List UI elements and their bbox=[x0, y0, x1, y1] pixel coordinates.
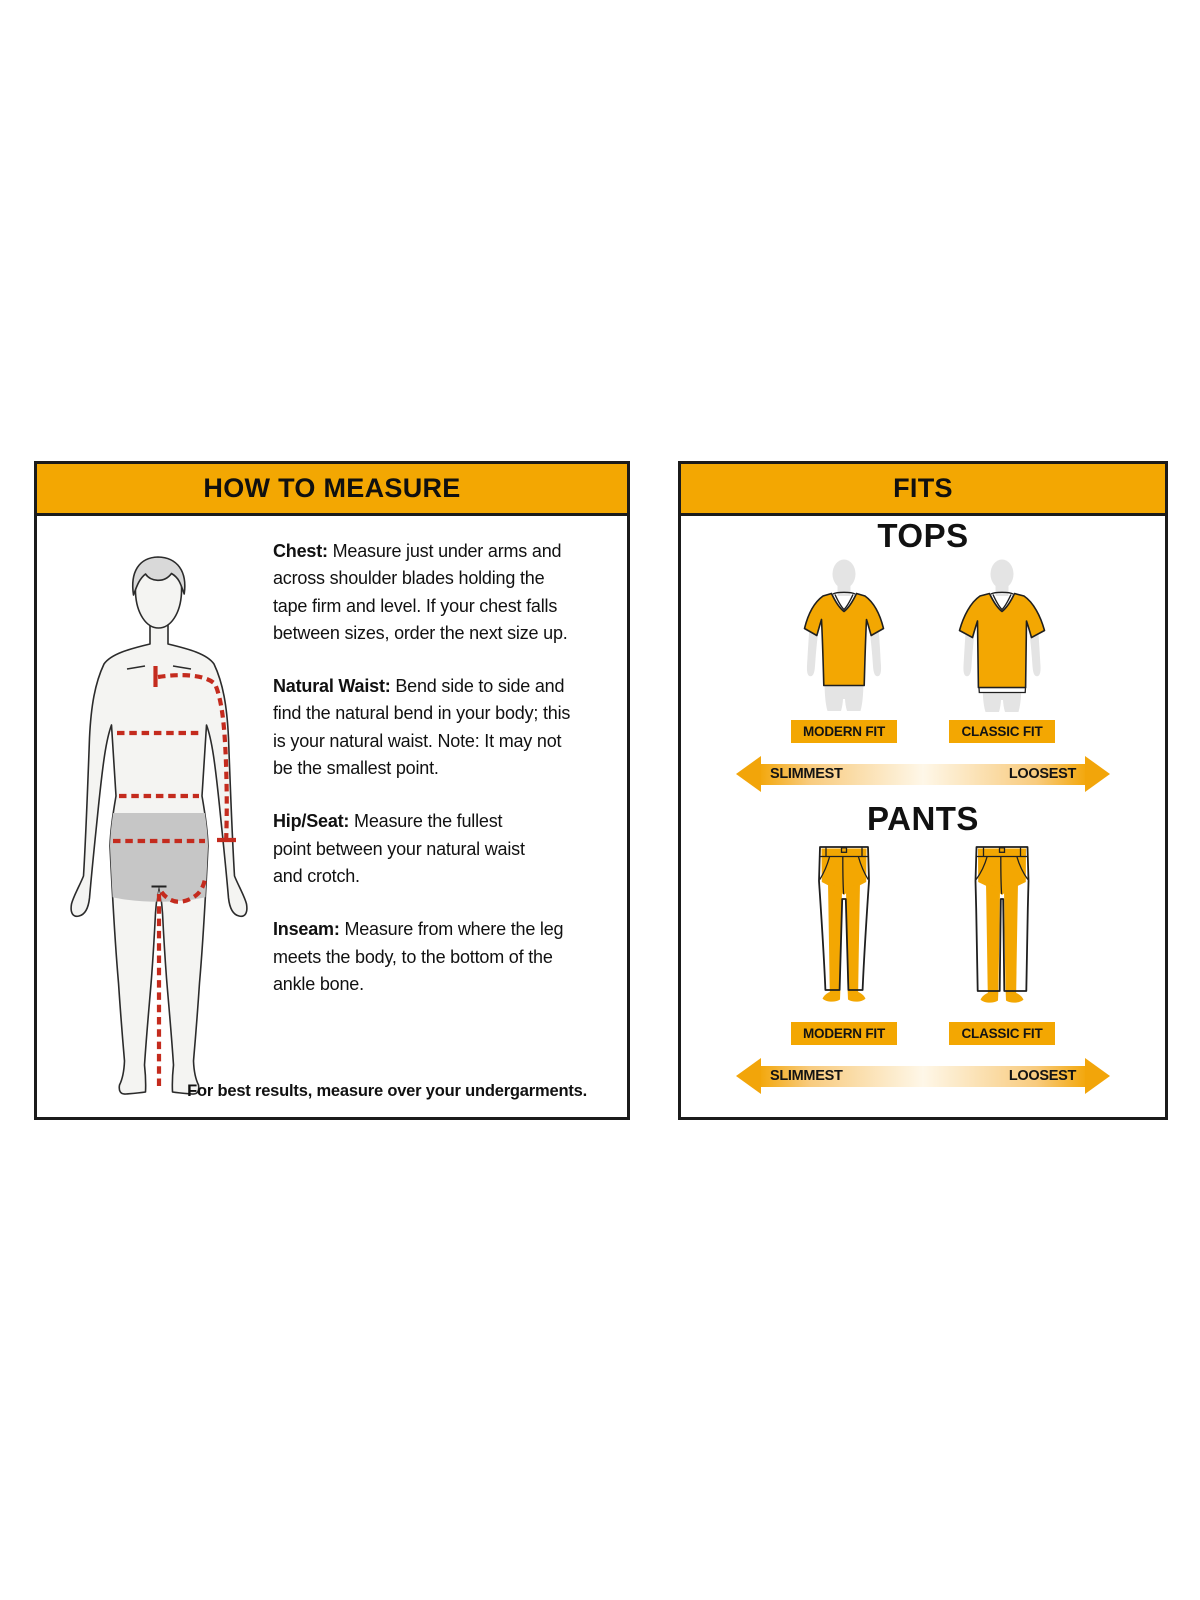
classic-fit-pants-illustration bbox=[957, 841, 1047, 1016]
modern-fit-badge: MODERN FIT bbox=[791, 720, 897, 743]
measure-section-natural-waist bbox=[273, 673, 627, 782]
measure-line: be the smallest point. bbox=[273, 758, 439, 779]
measure-note: For best results, measure over your undergarments. bbox=[187, 1082, 587, 1100]
modern-fit-pants-badge-cell bbox=[778, 1022, 910, 1045]
classic-fit-top-badge-cell bbox=[936, 720, 1068, 743]
pants-fit-scale-arrow bbox=[736, 1057, 1110, 1095]
fits-header bbox=[681, 464, 1165, 516]
measure-term: Chest: bbox=[273, 541, 328, 561]
modern-fit-top-cell bbox=[778, 558, 910, 718]
measure-term: Natural Waist: bbox=[273, 676, 391, 697]
measure-line: point between your natural waist bbox=[273, 838, 525, 859]
fits-panel bbox=[678, 461, 1168, 1120]
modern-fit-pants-cell bbox=[778, 841, 910, 1016]
body-figure-svg bbox=[59, 548, 259, 1108]
measure-line: find the natural bend in your body; this bbox=[273, 703, 571, 724]
measure-line: and crotch. bbox=[273, 865, 360, 886]
arrow-right-icon bbox=[1085, 1058, 1110, 1094]
slimmest-label: SLIMMEST bbox=[770, 1068, 843, 1084]
how-to-measure-panel bbox=[34, 461, 630, 1120]
classic-fit-top-cell bbox=[936, 558, 1068, 718]
measure-line: tape firm and level. If your chest falls bbox=[273, 595, 558, 616]
measure-line: meets the body, to the bottom of the bbox=[273, 946, 553, 967]
measure-term: Hip/Seat: bbox=[273, 811, 350, 832]
arrow-left-icon bbox=[736, 1058, 761, 1094]
modern-fit-badge: MODERN FIT bbox=[791, 1022, 897, 1045]
how-to-measure-header bbox=[37, 464, 627, 516]
modern-fit-top-badge-cell bbox=[778, 720, 910, 743]
tops-fit-scale-arrow bbox=[736, 755, 1110, 793]
measure-instructions bbox=[273, 538, 627, 998]
measure-line: ankle bone. bbox=[273, 973, 364, 994]
classic-fit-badge: CLASSIC FIT bbox=[949, 720, 1054, 743]
classic-fit-pants-badge-cell bbox=[936, 1022, 1068, 1045]
modern-fit-shirt-illustration bbox=[779, 558, 909, 718]
fits-title: FITS bbox=[893, 473, 953, 503]
classic-fit-shirt-illustration bbox=[937, 558, 1067, 718]
classic-fit-pants-cell bbox=[936, 841, 1068, 1016]
loosest-label: LOOSEST bbox=[1008, 1068, 1076, 1084]
arrow-right-icon bbox=[1085, 756, 1110, 792]
slimmest-label: SLIMMEST bbox=[770, 766, 843, 782]
fits-body bbox=[681, 516, 1165, 1117]
measure-line: between sizes, order the next size up. bbox=[273, 622, 568, 643]
tops-group-title: TOPS bbox=[877, 517, 969, 554]
arrow-left-icon bbox=[736, 756, 761, 792]
measure-section-chest bbox=[273, 538, 627, 647]
pants-group-title: PANTS bbox=[867, 800, 979, 837]
how-to-measure-title: HOW TO MEASURE bbox=[203, 473, 461, 503]
measure-line: Measure the fullest bbox=[354, 811, 503, 832]
how-to-measure-body bbox=[37, 538, 627, 1139]
pants-fit-badges-row bbox=[778, 1022, 1068, 1045]
classic-fit-badge: CLASSIC FIT bbox=[949, 1022, 1054, 1045]
tops-illustrations-row bbox=[778, 558, 1068, 718]
measure-section-hip-seat bbox=[273, 808, 627, 890]
measure-line: Measure just under arms and bbox=[332, 541, 562, 561]
loosest-label: LOOSEST bbox=[1008, 766, 1076, 782]
measure-term: Inseam: bbox=[273, 919, 340, 940]
measure-line: across shoulder blades holding the bbox=[273, 568, 545, 589]
measurement-figure-illustration bbox=[59, 548, 259, 1113]
measure-section-inseam bbox=[273, 916, 627, 998]
tops-fit-badges-row bbox=[778, 720, 1068, 743]
measure-line: is your natural waist. Note: It may not bbox=[273, 730, 562, 751]
pants-illustrations-row bbox=[778, 841, 1068, 1016]
measure-line: Measure from where the leg bbox=[344, 919, 564, 940]
measure-line: Bend side to side and bbox=[395, 676, 565, 697]
modern-fit-pants-illustration bbox=[799, 841, 889, 1016]
